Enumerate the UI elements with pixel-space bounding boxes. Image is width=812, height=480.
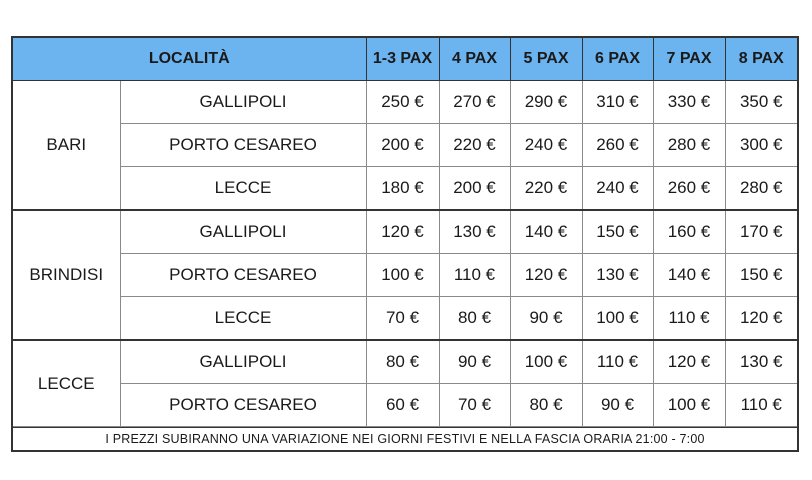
origin-cell: BARI: [12, 81, 120, 211]
price-cell: 90 €: [439, 340, 510, 384]
price-cell: 240 €: [582, 167, 653, 211]
price-cell: 120 €: [725, 297, 798, 341]
price-cell: 80 €: [510, 384, 582, 427]
pax-header: 6 PAX: [582, 37, 653, 81]
price-cell: 80 €: [366, 340, 439, 384]
table-row: [12, 167, 798, 211]
price-cell: 140 €: [510, 210, 582, 254]
price-cell: 290 €: [510, 81, 582, 124]
pax-header: 8 PAX: [725, 37, 798, 81]
table-row: [12, 297, 798, 341]
header-row: [12, 37, 798, 81]
price-cell: 300 €: [725, 124, 798, 167]
price-cell: 150 €: [582, 210, 653, 254]
price-cell: 80 €: [439, 297, 510, 341]
price-table-body: [12, 81, 798, 427]
price-cell: 90 €: [582, 384, 653, 427]
destination-cell: GALLIPOLI: [120, 340, 366, 384]
price-cell: 120 €: [366, 210, 439, 254]
price-cell: 100 €: [653, 384, 725, 427]
destination-cell: PORTO CESAREO: [120, 254, 366, 297]
table-row: [12, 81, 798, 124]
price-cell: 130 €: [725, 340, 798, 384]
price-cell: 330 €: [653, 81, 725, 124]
table-row: [12, 384, 798, 427]
price-cell: 130 €: [439, 210, 510, 254]
price-cell: 240 €: [510, 124, 582, 167]
table-row: [12, 124, 798, 167]
price-table: [11, 36, 799, 427]
price-cell: 200 €: [366, 124, 439, 167]
table-row: [12, 340, 798, 384]
price-cell: 110 €: [725, 384, 798, 427]
destination-cell: GALLIPOLI: [120, 81, 366, 124]
pax-header: 5 PAX: [510, 37, 582, 81]
price-cell: 110 €: [439, 254, 510, 297]
destination-cell: PORTO CESAREO: [120, 124, 366, 167]
price-cell: 100 €: [366, 254, 439, 297]
table-row: [12, 210, 798, 254]
footer-note: I PREZZI SUBIRANNO UNA VARIAZIONE NEI GIORNI FESTIVI E NELLA FASCIA ORARIA 21:00 - 7:00: [11, 427, 799, 452]
price-cell: 120 €: [510, 254, 582, 297]
price-cell: 200 €: [439, 167, 510, 211]
destination-cell: GALLIPOLI: [120, 210, 366, 254]
price-cell: 160 €: [653, 210, 725, 254]
price-cell: 280 €: [725, 167, 798, 211]
price-table-container: [11, 36, 797, 452]
price-cell: 110 €: [582, 340, 653, 384]
price-cell: 180 €: [366, 167, 439, 211]
price-cell: 350 €: [725, 81, 798, 124]
price-cell: 250 €: [366, 81, 439, 124]
price-cell: 280 €: [653, 124, 725, 167]
price-cell: 110 €: [653, 297, 725, 341]
price-cell: 120 €: [653, 340, 725, 384]
origin-cell: BRINDISI: [12, 210, 120, 340]
price-cell: 70 €: [439, 384, 510, 427]
destination-cell: LECCE: [120, 167, 366, 211]
destination-cell: PORTO CESAREO: [120, 384, 366, 427]
price-cell: 170 €: [725, 210, 798, 254]
price-cell: 70 €: [366, 297, 439, 341]
origin-cell: LECCE: [12, 340, 120, 427]
price-cell: 150 €: [725, 254, 798, 297]
price-cell: 260 €: [582, 124, 653, 167]
price-cell: 270 €: [439, 81, 510, 124]
location-header: LOCALITÀ: [12, 37, 366, 81]
pax-header: 4 PAX: [439, 37, 510, 81]
price-cell: 100 €: [510, 340, 582, 384]
destination-cell: LECCE: [120, 297, 366, 341]
table-row: [12, 254, 798, 297]
pax-header: 1-3 PAX: [366, 37, 439, 81]
price-cell: 140 €: [653, 254, 725, 297]
price-cell: 130 €: [582, 254, 653, 297]
price-cell: 310 €: [582, 81, 653, 124]
pax-header: 7 PAX: [653, 37, 725, 81]
price-cell: 60 €: [366, 384, 439, 427]
price-cell: 260 €: [653, 167, 725, 211]
price-cell: 100 €: [582, 297, 653, 341]
price-cell: 220 €: [510, 167, 582, 211]
price-cell: 90 €: [510, 297, 582, 341]
price-cell: 220 €: [439, 124, 510, 167]
